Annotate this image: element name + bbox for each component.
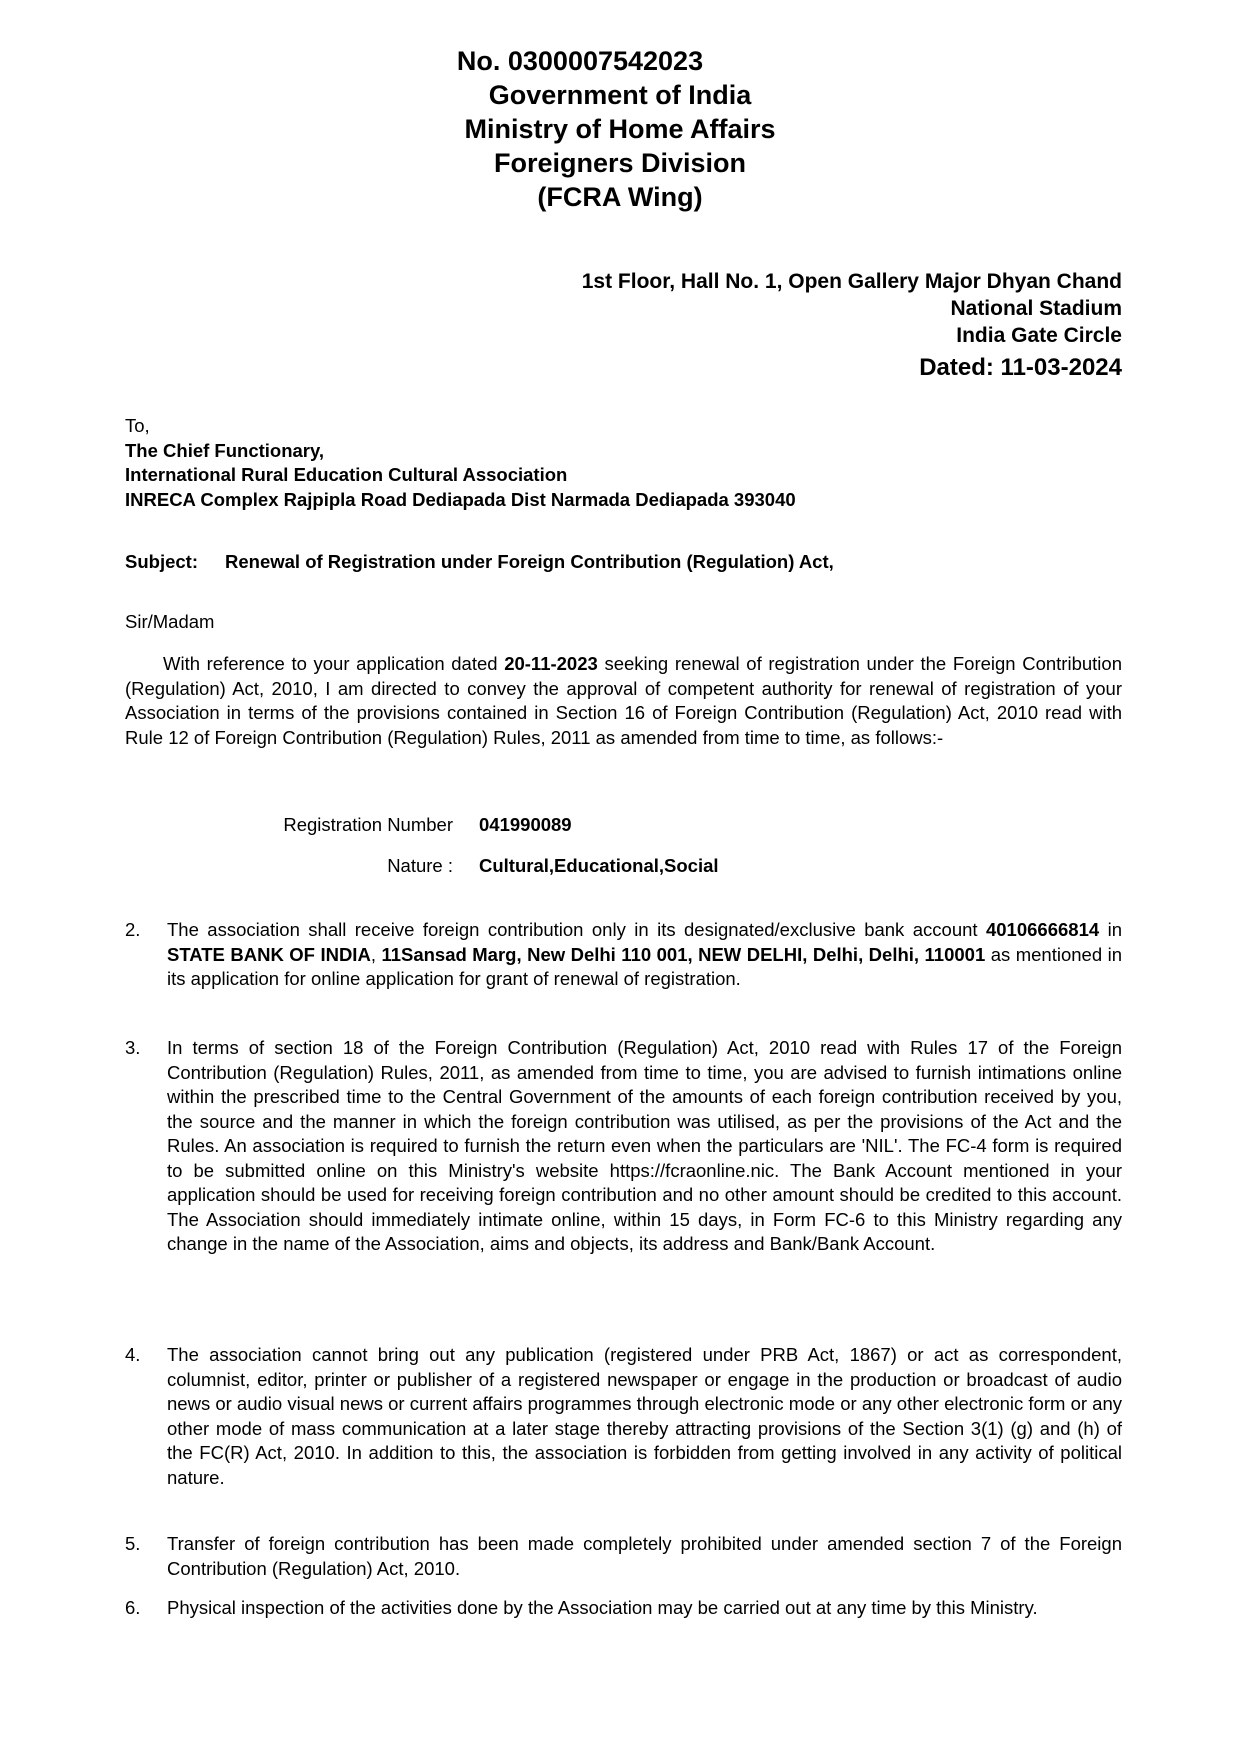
clause-text bbox=[167, 918, 1122, 992]
bank-name: STATE BANK OF INDIA bbox=[167, 943, 371, 965]
recipient-address: INRECA Complex Rajpipla Road Dediapada Dist Narmada Dediapada 393040 bbox=[125, 488, 796, 510]
letter-date: Dated: 11-03-2024 bbox=[919, 354, 1122, 381]
application-date: 20-11-2023 bbox=[504, 653, 598, 674]
clause-number: 5. bbox=[125, 1533, 141, 1554]
registration-number-label: Registration Number bbox=[283, 814, 453, 835]
subject-line bbox=[125, 551, 834, 573]
clause-3 bbox=[125, 1036, 1122, 1257]
clause-text: In terms of section 18 of the Foreign Contribution (Regulation) Act, 2010 read with Rules 17 of the Foreign Contribution (Regulation) Rules, 2011, as amended from time to time, you are advised to furnish intimations online within the prescribed time to the Central Government of the amounts of each foreign contribution received by you, the source and the manner in which the foreign contribution was utilised, as per the provisions of the Act and the Rules. An association is required to furnish the return even when the particulars are 'NIL'. The FC-4 form is required to be submitted online on this Ministry's website https://fcraonline.nic. The Bank Account mentioned in your application should be used for receiving foreign contribution and no other amount should be credited to this account. The Association should immediately intimate online, within 15 days, in Form FC-6 to this Ministry regarding any change in the name of the Association, aims and objects, its address and Bank/Bank Account. bbox=[167, 1037, 1122, 1254]
clause-text: Transfer of foreign contribution has been made completely prohibited under amended section 7 of the Foreign Contribution (Regulation) Act, 2010. bbox=[167, 1533, 1122, 1579]
nature-value: Cultural,Educational,Social bbox=[479, 855, 719, 876]
header-wing: (FCRA Wing) bbox=[537, 182, 703, 212]
header-government: Government of India bbox=[488, 80, 752, 110]
recipient-title: The Chief Functionary, bbox=[125, 439, 325, 461]
intro-paragraph bbox=[125, 652, 1122, 750]
header-division: Foreigners Division bbox=[493, 148, 747, 178]
address-line-2: National Stadium bbox=[950, 297, 1122, 320]
nature-label: Nature : bbox=[387, 855, 453, 876]
subject-label: Subject: bbox=[125, 551, 198, 572]
bank-branch-address: 11Sansad Marg, New Delhi 110 001, NEW DELHI, Delhi, Delhi, 110001 bbox=[381, 943, 986, 965]
clause-2-text-d: as mentioned in its application for online application for grant of renewal of registration. bbox=[167, 943, 1122, 989]
recipient-block bbox=[125, 414, 796, 512]
clause-number: 2. bbox=[125, 919, 141, 940]
clause-2-text-b: in bbox=[1099, 919, 1122, 940]
document-number: No. 0300007542023 bbox=[456, 46, 704, 76]
clause-number: 4. bbox=[125, 1344, 141, 1365]
intro-text-start: With reference to your application dated bbox=[163, 653, 505, 674]
recipient-organization: International Rural Education Cultural Association bbox=[125, 464, 568, 485]
clause-number: 3. bbox=[125, 1037, 141, 1058]
letter-header bbox=[0, 44, 1240, 214]
bank-account-number: 40106666814 bbox=[985, 919, 1100, 940]
address-line-1: 1st Floor, Hall No. 1, Open Gallery Major Dhyan Chand bbox=[581, 270, 1122, 293]
clause-2-text-c: , bbox=[370, 943, 382, 965]
clause-5 bbox=[125, 1532, 1122, 1581]
address-line-3: India Gate Circle bbox=[956, 324, 1122, 347]
office-address bbox=[582, 268, 1122, 349]
subject-text: Renewal of Registration under Foreign Contribution (Regulation) Act, bbox=[225, 551, 834, 572]
salutation: Sir/Madam bbox=[125, 611, 215, 632]
registration-number-value: 041990089 bbox=[479, 814, 572, 835]
clause-text: Physical inspection of the activities done by the Association may be carried out at any time by this Ministry. bbox=[167, 1597, 1038, 1618]
intro-text-end: seeking renewal of registration under the Foreign Contribution (Regulation) Act, 2010, I am directed to convey the approval of competent authority for renewal of registration of your Association in terms of the provisions contained in Section 16 of Foreign Contribution (Regulation) Act, 2010 read with Rule 12 of Foreign Contribution (Regulation) Rules, 2011 as amended from time to time, as follows:- bbox=[125, 653, 1122, 748]
clause-2-text-a: The association shall receive foreign contribution only in its designated/exclusive bank account bbox=[167, 919, 986, 940]
clause-text: The association cannot bring out any publication (registered under PRB Act, 1867) or act as correspondent, columnist, editor, printer or publisher of a registered newspaper or engage in the production or broadcast of audio news or audio visual news or current affairs programmes through electronic mode or any other electronic form or any other mode of mass communication at a later stage thereby attracting provisions of the Section 3(1) (g) and (h) of the FC(R) Act, 2010. In addition to this, the association is forbidden from getting involved in any activity of political nature. bbox=[167, 1344, 1122, 1488]
to-label: To, bbox=[125, 415, 150, 436]
clause-4 bbox=[125, 1343, 1122, 1490]
clause-2 bbox=[125, 918, 1122, 992]
clause-number: 6. bbox=[125, 1597, 141, 1618]
clause-6 bbox=[125, 1596, 1122, 1621]
header-ministry: Ministry of Home Affairs bbox=[464, 114, 776, 144]
